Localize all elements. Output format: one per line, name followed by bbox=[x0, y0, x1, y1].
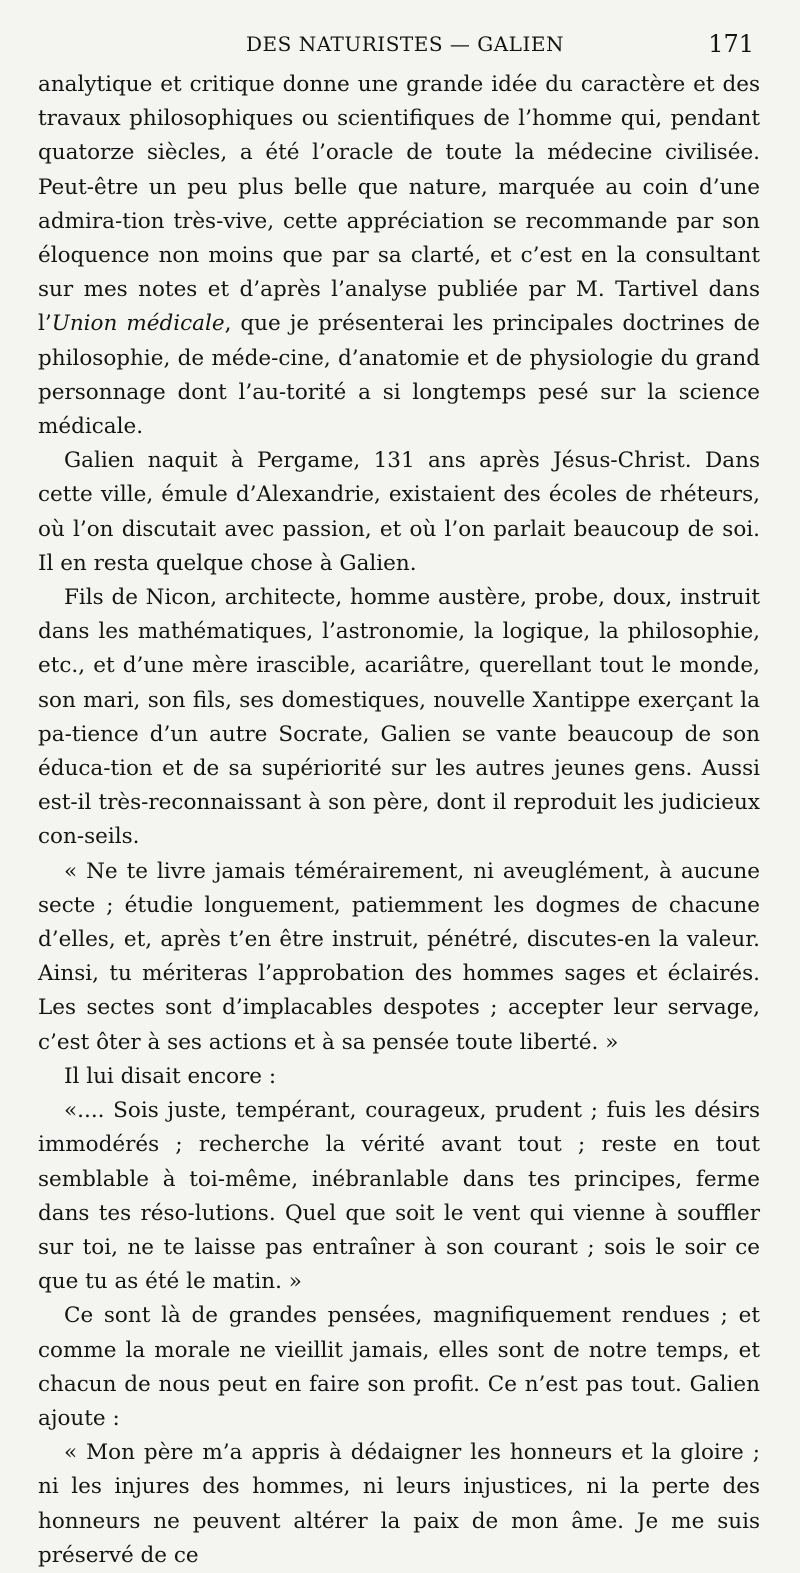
paragraph-2: Galien naquit à Pergame, 131 ans après Jésus-Christ. Dans cette ville, émule d’Alexandrie, existaient des écoles de rhéteurs, où l’on discutait avec passion, et où l’on parlait beaucoup de soi. Il en resta quelque chose à Galien. bbox=[38, 448, 760, 576]
paragraph-1-text-b: , que je présenterai les principales doctrines de philosophie, de méde-cine, d’anatomie et de physiologie du grand personnage dont l’au-torité a si longtemps pesé sur la science médicale. bbox=[38, 311, 760, 440]
running-head: DES NATURISTES — GALIEN bbox=[246, 32, 564, 56]
paragraph-3: Fils de Nicon, architecte, homme austère, probe, doux, instruit dans les mathématiques, l’astronomie, la logique, la philosophie, etc., et d’une mère irascible, acariâtre, querellant tout le monde, son mari, son fils, ses domestiques, nouvelle Xantippe exerçant la pa-tience d’un autre Socrate, Galien se vante beaucoup de son éduca-tion et de sa supériorité sur les autres jeunes gens. Aussi est-il très-reconnaissant à son père, dont il reproduit les judicieux con-seils. bbox=[38, 585, 760, 850]
paragraph-5: Il lui disait encore : bbox=[64, 1063, 277, 1089]
paragraph-4-quote: « Ne te livre jamais témérairement, ni aveuglément, à aucune secte ; étudie longuement, patiemment les dogmes de chacune d’elles, et, après t’en être instruit, pénétré, discutes-en la valeur. Ainsi, tu mériteras l’approbation des hommes sages et éclairés. Les sectes sont d’implacables despotes ; accepter leur servage, c’est ôter à ses actions et à sa pensée toute liberté. » bbox=[38, 858, 760, 1055]
paragraph-7: Ce sont là de grandes pensées, magnifiquement rendues ; et comme la morale ne vieillit jamais, elles sont de notre temps, et chacun de nous peut en faire son profit. Ce n’est pas tout. Galien ajoute : bbox=[38, 1303, 760, 1431]
page-header bbox=[0, 32, 800, 62]
body-text bbox=[38, 68, 760, 1573]
journal-title: Union médicale bbox=[51, 311, 225, 337]
page-number: 171 bbox=[708, 30, 754, 58]
paragraph-8-quote: « Mon père m’a appris à dédaigner les honneurs et la gloire ; ni les injures des hommes, ni leurs injustices, ni la perte des honneurs ne peuvent altérer la paix de mon âme. Je me suis préservé de ce bbox=[38, 1440, 760, 1568]
paragraph-1 bbox=[38, 68, 760, 444]
paragraph-1-text-a: analytique et critique donne une grande idée du caractère et des travaux philosophiques ou scientifiques de l’homme qui, pendant quatorze siècles, a été l’oracle de toute la médecine civilisée. Peut-être un peu plus belle que nature, marquée au coin d’une admira-tion très-vive, cette appréciation se recommande par son éloquence non moins que par sa clarté, et c’est en la consultant sur mes notes et d’après l’analyse publiée par M. Tartivel dans l’ bbox=[38, 72, 760, 337]
paragraph-6-quote: «.... Sois juste, tempérant, courageux, prudent ; fuis les désirs immodérés ; recherche la vérité avant tout ; reste en tout semblable à toi-même, inébranlable dans tes principes, ferme dans tes réso-lutions. Quel que soit le vent qui vienne à souffler sur toi, ne te laisse pas entraîner à son courant ; sois le soir ce que tu as été le matin. » bbox=[38, 1098, 760, 1295]
